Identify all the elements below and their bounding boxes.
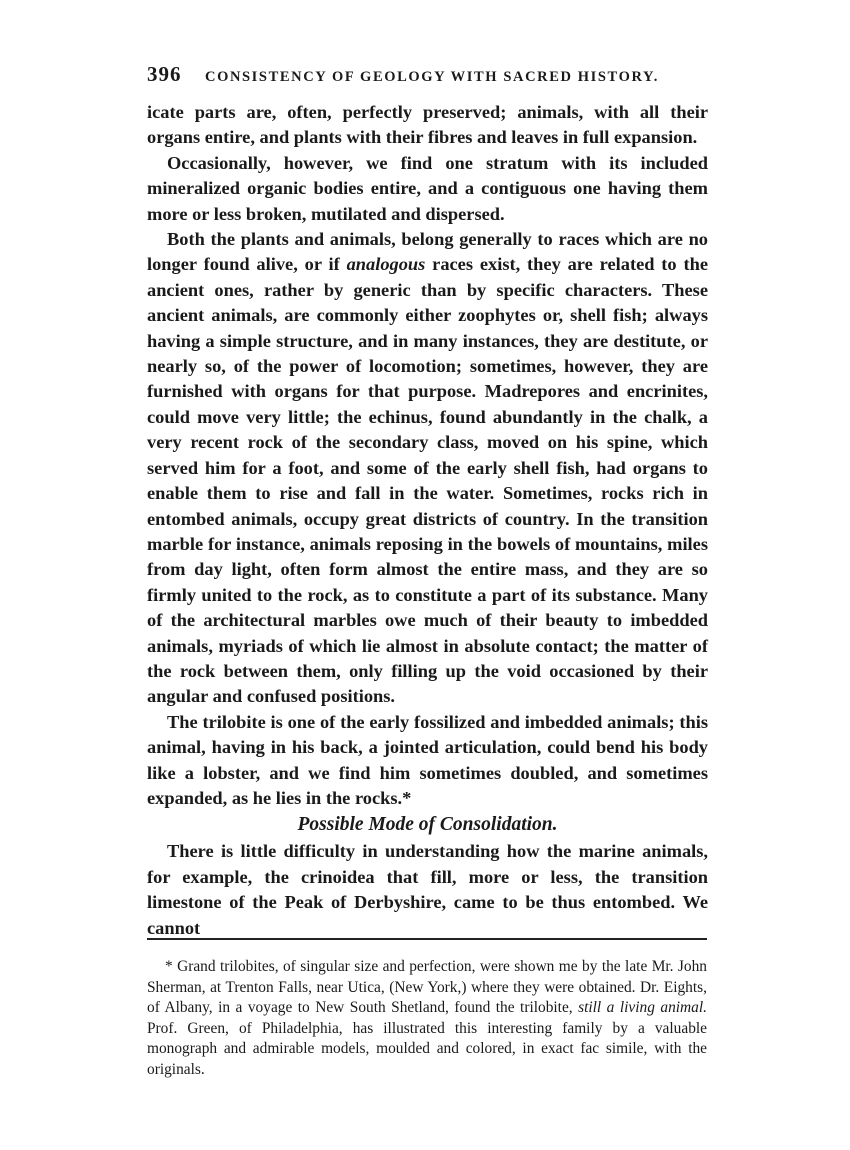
- footnote-divider: [147, 938, 707, 940]
- paragraph-3-text-b: races exist, they are related to the ancient ones, rather by generic than by specific characters. These ancient animals, are commonly either zoophytes or, shell fish; always having a simple structure, and in many instances, they are destitute, or nearly so, of the power of locomotion; sometimes, however, they are furnished with organs for that purpose. Madrepores and encrinites, could move very little; the echinus, found abundantly in the chalk, a very recent rock of the secondary class, moved on his spine, which served him for a foot, and some of the early shell fish, had organs to enable them to rise and fall in the water. Sometimes, rocks rich in entombed animals, occupy great districts of country. In the transition marble for instance, animals reposing in the bowels of mountains, miles from day light, often form almost the entire mass, and they are so firmly united to the rock, as to constitute a part of its substance. Many of the architectural marbles owe much of their beauty to imbedded animals, myriads of which lie almost in absolute contact; the matter of the rock between them, only filling up the void occasioned by their angular and confused positions.: [147, 254, 708, 707]
- paragraph-3-emphasis: analogous: [346, 254, 426, 275]
- section-heading: Possible Mode of Consolidation.: [297, 814, 558, 836]
- paragraph-5: There is little difficulty in understanding how the marine animals, for example, the crinoidea that fill, more or less, the transition limestone of the Peak of Derbyshire, came to be thus entombed. We cannot: [147, 841, 708, 938]
- paragraph-2: Occasionally, however, we find one stratum with its included mineralized organic bodies entire, and a contiguous one having them more or less broken, mutilated and dispersed.: [147, 152, 708, 224]
- paragraph-1: icate parts are, often, perfectly preserved; animals, with all their organs entire, and plants with their fibres and leaves in full expansion.: [147, 102, 708, 148]
- footnote-text-a: * Grand trilobites, of singular size and perfection, were shown me by the late Mr. John Sherman, at Trenton Falls, near Utica, (New York,) where they were obtained. Dr. Eights, of Albany, in a voyage to New South Shetland, found the trilobite,: [147, 958, 707, 1016]
- footnote-emphasis: still a living animal.: [578, 999, 707, 1016]
- paragraph-3-text-a: Both the plants and animals, belong generally to races which are no longer found alive, or if: [147, 229, 708, 275]
- footnote-text-b: Prof. Green, of Philadelphia, has illustrated this interesting family by a valuable monograph and admirable models, moulded and colored, in exact fac simile, with the originals.: [147, 1019, 707, 1078]
- page-number: 396: [147, 62, 182, 86]
- body-text: [147, 100, 708, 941]
- paragraph-4: The trilobite is one of the early fossilized and imbedded animals; this animal, having in his back, a jointed articulation, could bend his body like a lobster, and we find him sometimes doubled, and sometimes expanded, as he lies in the rocks.*: [147, 711, 708, 808]
- running-title: CONSISTENCY OF GEOLOGY WITH SACRED HISTORY.: [205, 69, 659, 85]
- paragraph-3: [147, 227, 708, 710]
- running-head: [147, 62, 707, 88]
- footnote: [147, 957, 707, 1080]
